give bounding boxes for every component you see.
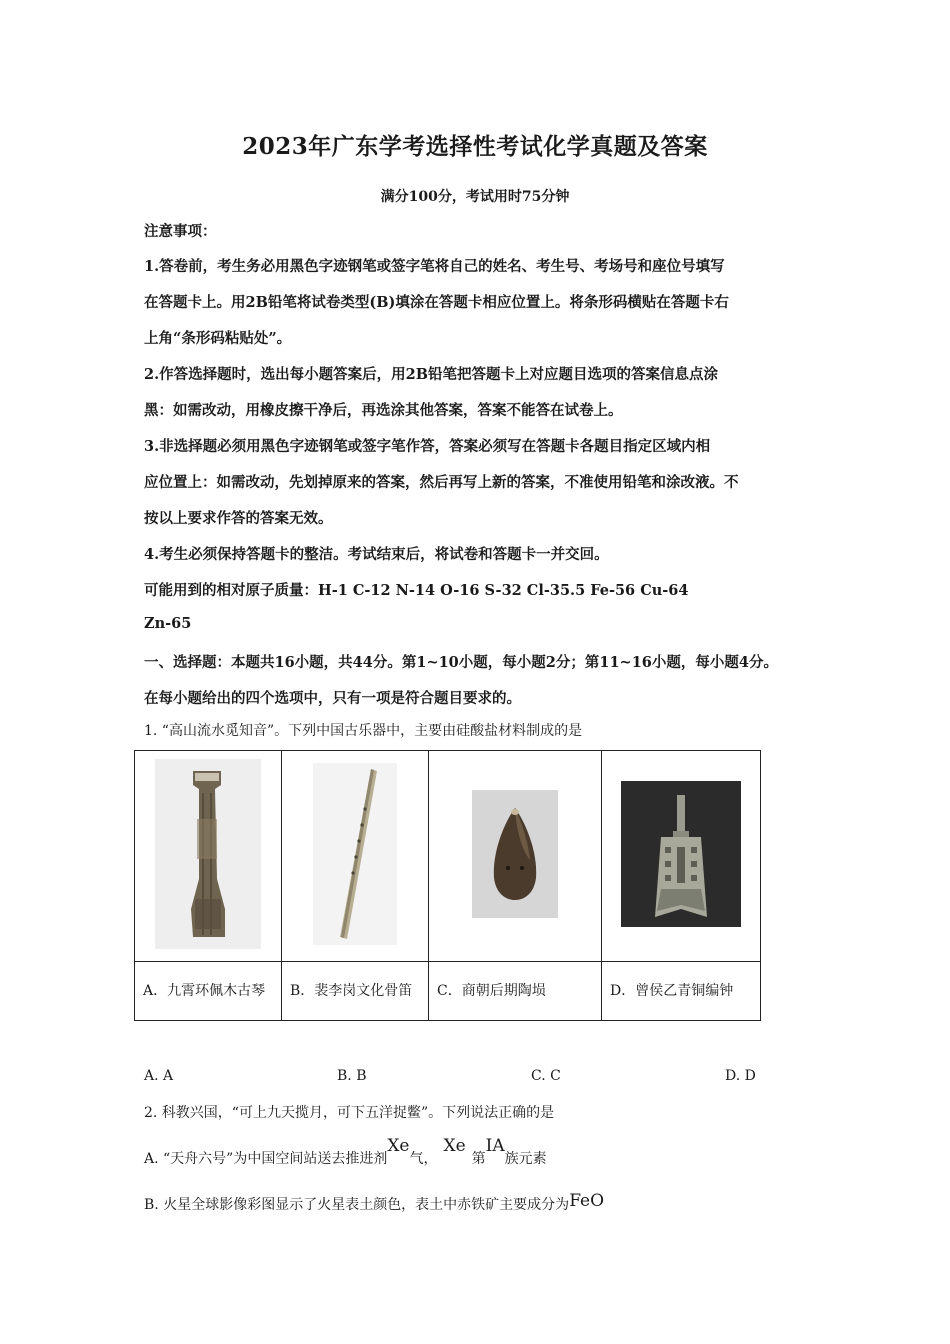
notice-line: 2.作答选择题时，选出每小题答案后，用2B铅笔把答题卡上对应题目选项的答案信息点涂: [144, 366, 718, 383]
image-cell-a: [135, 751, 282, 962]
feo-formula: FeO: [569, 1191, 605, 1211]
notice-line: 上角“条形码粘贴处”。: [144, 330, 292, 347]
pottery-xun-image: [472, 790, 558, 918]
choice-a: A. A: [144, 1068, 174, 1084]
notice-line: 应位置上：如需改动，先划掉原来的答案，然后再写上新的答案，不准使用铅笔和涂改液。不: [144, 474, 739, 491]
image-cell-c: [429, 751, 602, 962]
xe-formula: Xe: [443, 1136, 466, 1156]
choice-c: C. C: [531, 1068, 561, 1084]
section-instruction: 在每小题给出的四个选项中，只有一项是符合题目要求的。: [144, 690, 521, 707]
question-2-option-a: [144, 1136, 547, 1168]
bronze-bell-image: [621, 781, 741, 927]
option-a-text: 气，: [409, 1151, 438, 1167]
image-cell-d: [602, 751, 761, 962]
caption-a: A．九霄环佩木古琴: [135, 962, 282, 1021]
caption-c: C．商朝后期陶埙: [429, 962, 602, 1021]
guqin-image: [155, 759, 261, 949]
notice-line: 在答题卡上。用2B铅笔将试卷类型(B)填涂在答题卡相应位置上。将条形码横贴在答题卡右: [144, 294, 729, 311]
question-1-stem: 1. “高山流水觅知音”。下列中国古乐器中，主要由硅酸盐材料制成的是: [144, 723, 583, 739]
option-a-text: A. “天舟六号”为中国空间站送去推进剂: [144, 1151, 388, 1167]
notice-line: 1.答卷前，考生务必用黑色字迹钢笔或签字笔将自己的姓名、考生号、考场号和座位号填写: [144, 258, 725, 275]
atomic-mass-line: 可能用到的相对原子质量：H-1 C-12 N-14 O-16 S-32 Cl-35.5 Fe-56 Cu-64: [144, 582, 689, 599]
option-a-text: 族元素: [504, 1151, 547, 1167]
caption-b: B．裴李岗文化骨笛: [282, 962, 429, 1021]
notice-heading: 注意事项：: [144, 223, 217, 240]
atomic-mass-line: Zn-65: [144, 615, 192, 632]
option-b-text: B. 火星全球影像彩图显示了火星表土颜色，表土中赤铁矿主要成分为: [144, 1197, 570, 1213]
section-heading: 一、选择题：本题共16小题，共44分。第1~10小题，每小题2分；第11~16小题，每小题4分。: [144, 654, 778, 671]
notice-line: 4.考生必须保持答题卡的整洁。考试结束后，将试卷和答题卡一并交回。: [144, 546, 609, 563]
page-title: 2023年广东学考选择性考试化学真题及答案: [242, 133, 708, 160]
question-2-stem: 2. 科教兴国，“可上九天揽月，可下五洋捉鳖”。下列说法正确的是: [144, 1105, 555, 1121]
question-1-image-table: [134, 750, 761, 1021]
question-2-option-b: [144, 1191, 605, 1214]
ia-group: IA: [485, 1136, 505, 1156]
caption-d: D．曾侯乙青铜编钟: [602, 962, 761, 1021]
xe-formula: Xe: [387, 1136, 410, 1156]
bone-flute-image: [313, 763, 397, 945]
choice-d: D. D: [725, 1068, 756, 1084]
option-a-text: 第: [471, 1151, 486, 1167]
notice-line: 3.非选择题必须用黑色字迹钢笔或签字笔作答，答案必须写在答题卡各题目指定区域内相: [144, 438, 711, 455]
choice-b: B. B: [337, 1068, 367, 1084]
notice-line: 黑：如需改动，用橡皮擦干净后，再选涂其他答案，答案不能答在试卷上。: [144, 402, 623, 419]
image-cell-b: [282, 751, 429, 962]
page-subtitle: 满分100分，考试用时75分钟: [380, 189, 570, 205]
notice-line: 按以上要求作答的答案无效。: [144, 510, 333, 527]
